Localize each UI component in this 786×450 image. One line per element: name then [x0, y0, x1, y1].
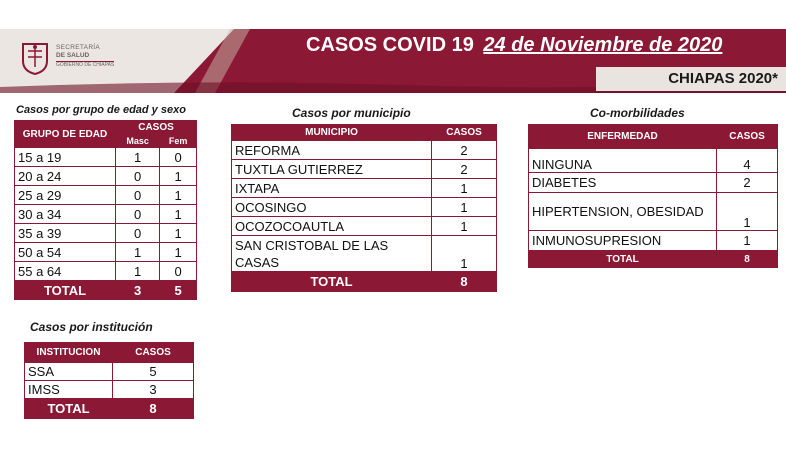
table-row — [529, 173, 778, 193]
disease-name: DIABETES — [529, 173, 717, 193]
institution-table — [24, 342, 194, 419]
table-row — [232, 160, 497, 179]
age-group-cell: 15 a 19 — [15, 148, 116, 167]
institution-cases: 3 — [113, 381, 194, 399]
page-subtitle: CHIAPAS 2020* — [668, 70, 778, 87]
org-line-3: GOBIERNO DE CHIAPAS — [56, 62, 115, 68]
total-row — [529, 251, 778, 268]
municipality-name: OCOSINGO — [232, 198, 432, 217]
table-row — [232, 217, 497, 236]
fem-cell: 0 — [160, 262, 197, 281]
col-header-fem: Fem — [160, 135, 197, 148]
table-row — [15, 186, 197, 205]
total-value: 8 — [113, 399, 194, 419]
masc-cell: 0 — [116, 167, 160, 186]
title-date: 24 de Noviembre de 2020 — [483, 34, 723, 56]
municipality-name: SAN CRISTOBAL DE LAS CASAS — [232, 236, 432, 272]
disease-cases: 4 — [717, 149, 778, 173]
col-header-cases: CASOS — [717, 125, 778, 149]
total-label: TOTAL — [232, 272, 432, 292]
table-row — [25, 381, 194, 399]
masc-cell: 0 — [116, 205, 160, 224]
masc-cell: 1 — [116, 148, 160, 167]
subtitle-box — [596, 67, 786, 91]
table-row — [25, 363, 194, 381]
total-row — [232, 272, 497, 292]
fem-cell: 1 — [160, 205, 197, 224]
fem-cell: 1 — [160, 243, 197, 262]
fem-cell: 0 — [160, 148, 197, 167]
age-group-cell: 35 a 39 — [15, 224, 116, 243]
section-title-municipio: Casos por municipio — [292, 106, 411, 120]
org-line-1: SECRETARÍA — [56, 44, 101, 51]
col-header-enfermedad: ENFERMEDAD — [529, 125, 717, 149]
comorbidity-table — [528, 124, 778, 268]
masc-cell: 0 — [116, 224, 160, 243]
total-masc: 3 — [116, 281, 160, 300]
age-group-cell: 50 a 54 — [15, 243, 116, 262]
table-row — [15, 205, 197, 224]
total-label: TOTAL — [25, 399, 113, 419]
municipality-name: OCOZOCOAUTLA — [232, 217, 432, 236]
section-title-comorbilidades: Co-morbilidades — [590, 106, 685, 120]
masc-cell: 1 — [116, 262, 160, 281]
total-fem: 5 — [160, 281, 197, 300]
age-group-cell: 30 a 34 — [15, 205, 116, 224]
org-line-2: DE SALUD — [56, 52, 114, 62]
institution-cases: 5 — [113, 363, 194, 381]
municipality-name: IXTAPA — [232, 179, 432, 198]
total-label: TOTAL — [15, 281, 116, 300]
institution-name: SSA — [25, 363, 113, 381]
masc-cell: 1 — [116, 243, 160, 262]
municipality-cases: 1 — [432, 217, 497, 236]
table-row — [15, 243, 197, 262]
institution-name: IMSS — [25, 381, 113, 399]
col-header-cases: CASOS — [116, 121, 197, 135]
table-row — [232, 141, 497, 160]
table-row — [15, 148, 197, 167]
fem-cell: 1 — [160, 224, 197, 243]
table-row — [232, 198, 497, 217]
municipality-name: TUXTLA GUTIERREZ — [232, 160, 432, 179]
municipality-table — [231, 124, 497, 292]
age-group-cell: 25 a 29 — [15, 186, 116, 205]
table-row — [529, 149, 778, 173]
fem-cell: 1 — [160, 186, 197, 205]
col-header-cases: CASOS — [432, 125, 497, 141]
section-title-institucion: Casos por institución — [30, 320, 153, 334]
age-group-cell: 55 a 64 — [15, 262, 116, 281]
table-row — [232, 236, 497, 272]
age-group-cell: 20 a 24 — [15, 167, 116, 186]
municipality-name: REFORMA — [232, 141, 432, 160]
disease-name: NINGUNA — [529, 149, 717, 173]
org-logo-text — [56, 44, 114, 69]
col-header-group: GRUPO DE EDAD — [15, 121, 116, 148]
col-header-masc: Masc — [116, 135, 160, 148]
municipality-cases: 1 — [432, 198, 497, 217]
disease-name: INMUNOSUPRESION — [529, 231, 717, 251]
disease-cases: 2 — [717, 173, 778, 193]
header-banner — [0, 29, 786, 95]
disease-cases: 1 — [717, 231, 778, 251]
disease-cases: 1 — [717, 193, 778, 231]
total-row — [15, 281, 197, 300]
table-row — [529, 231, 778, 251]
col-header-municipio: MUNICIPIO — [232, 125, 432, 141]
municipality-cases: 1 — [432, 179, 497, 198]
age-sex-table — [14, 120, 197, 300]
total-value: 8 — [432, 272, 497, 292]
table-row — [15, 167, 197, 186]
fem-cell: 1 — [160, 167, 197, 186]
section-title-edad: Casos por grupo de edad y sexo — [16, 104, 186, 116]
municipality-cases: 2 — [432, 141, 497, 160]
total-value: 8 — [717, 251, 778, 268]
coat-of-arms-icon — [20, 41, 50, 75]
table-row — [15, 262, 197, 281]
masc-cell: 0 — [116, 186, 160, 205]
page-title — [306, 34, 722, 57]
disease-name: HIPERTENSION, OBESIDAD — [529, 193, 717, 231]
municipality-cases: 2 — [432, 160, 497, 179]
table-row — [232, 179, 497, 198]
col-header-cases: CASOS — [113, 343, 194, 363]
title-main: CASOS COVID 19 — [306, 34, 474, 56]
col-header-institucion: INSTITUCION — [25, 343, 113, 363]
total-label: TOTAL — [529, 251, 717, 268]
total-row — [25, 399, 194, 419]
table-row — [529, 193, 778, 231]
table-row — [15, 224, 197, 243]
municipality-cases: 1 — [432, 236, 497, 272]
